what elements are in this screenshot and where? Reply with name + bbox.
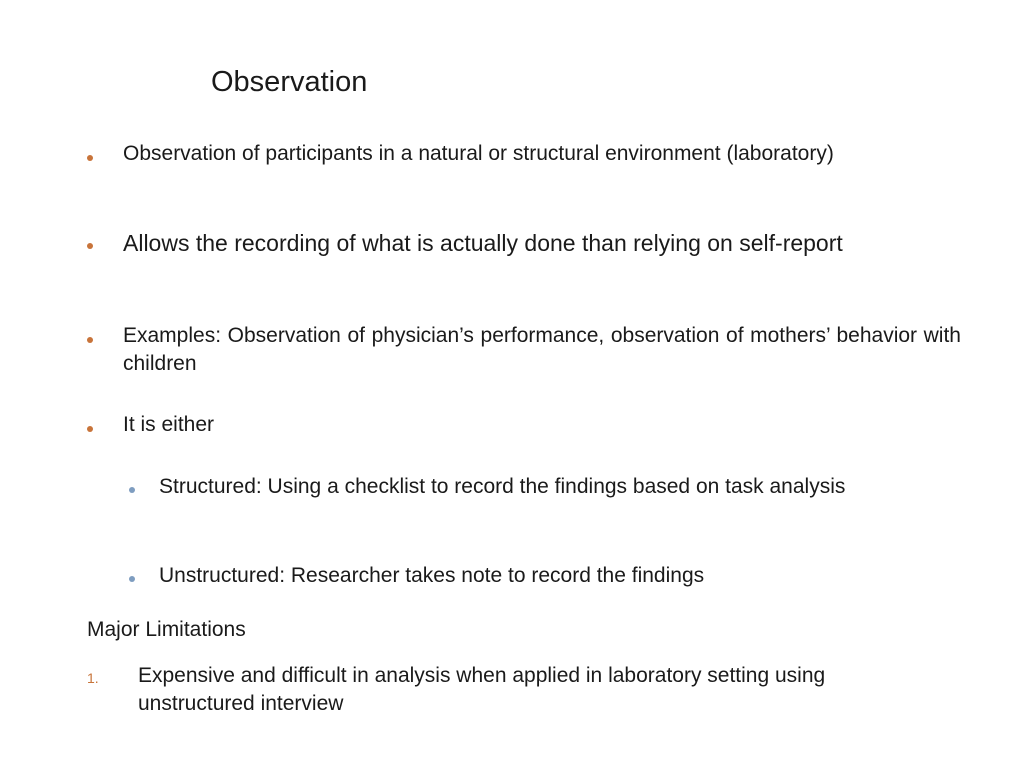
- bullet-text-1: Observation of participants in a natural or structural environment (laboratory): [123, 142, 834, 165]
- bullet-marker: [87, 243, 93, 249]
- slide-title: Observation: [211, 66, 368, 98]
- limitation-text-1: Expensive and difficult in analysis when applied in laboratory setting using unstructured interview: [138, 664, 826, 715]
- limitation-number: 1.: [87, 670, 99, 686]
- bullet-marker: [87, 337, 93, 343]
- bullet-marker: [87, 426, 93, 432]
- bullet-text-2: Allows the recording of what is actually done than relying on self-report: [123, 230, 843, 256]
- sub-bullet-text-2: Unstructured: Researcher takes note to record the findings: [159, 564, 705, 587]
- sub-bullet-text-1: Structured: Using a checklist to record the findings based on task analysis: [159, 475, 846, 498]
- limitations-heading: Major Limitations: [87, 618, 246, 641]
- bullet-text-4: It is either: [123, 413, 215, 436]
- bullet-marker: [87, 155, 93, 161]
- sub-bullet-marker: [129, 487, 135, 493]
- bullet-text-3: Examples: Observation of physician’s performance, observation of mothers’ behavior with children: [123, 324, 961, 375]
- sub-bullet-marker: [129, 576, 135, 582]
